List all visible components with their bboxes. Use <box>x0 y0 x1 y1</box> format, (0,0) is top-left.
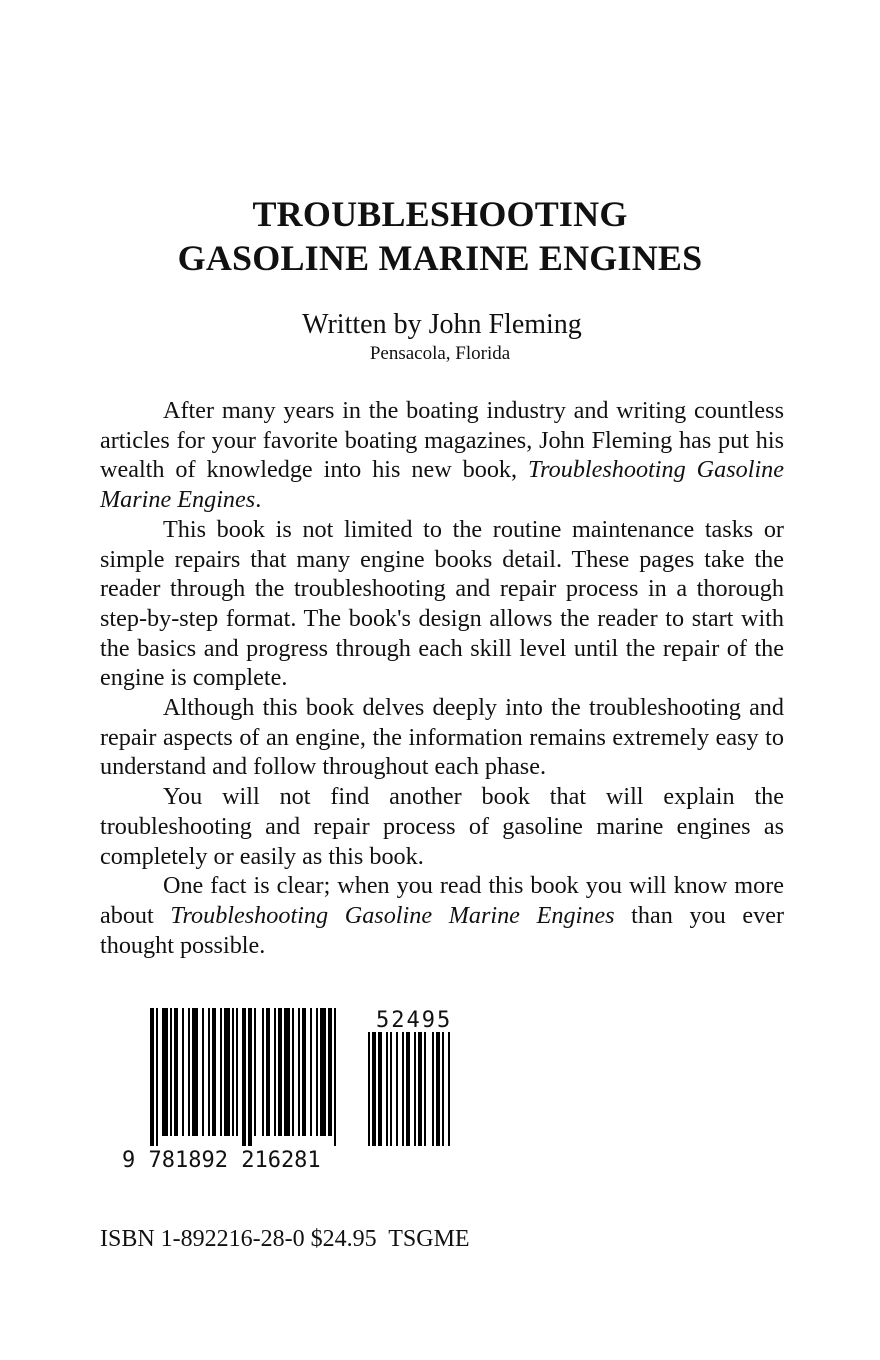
paragraph-5-end: than you ever thought possible. <box>100 901 784 959</box>
paragraph-5-book-title: Troubleshooting Gasoline Marine Engines <box>170 901 615 929</box>
paragraph-1-text: After many years in the boating industry and writing countless articles for your favorite boating magazines, John Fleming has put his wealth of knowledge into his new book, <box>100 397 784 484</box>
title-line-2: GASOLINE MARINE ENGINES <box>177 238 703 278</box>
paragraph-5-text: One fact is clear; when you read this book you will know more about <box>100 872 784 929</box>
paragraph-1-book-title: Troubleshooting Gasoline Marine Engines <box>100 456 784 514</box>
barcode <box>122 1008 482 1188</box>
paragraph-5 <box>100 871 784 960</box>
paragraph-1-end: . <box>255 486 262 514</box>
isbn-price-line: ISBN 1-892216-28-0 $24.95 TSGME <box>100 1226 470 1252</box>
barcode-isbn-digits: 9 781892 216281 <box>122 1148 321 1173</box>
paragraph-2: This book is not limited to the routine maintenance tasks or simple repairs that many engine books detail. These pages take the reader through the troubleshooting and repair process in a thorough step-by-step format. The book's design allows the reader to start with the basics and progress through each skill level until the repair of the engine is complete. <box>100 515 784 692</box>
title-line-1: TROUBLESHOOTING <box>252 194 628 234</box>
book-title <box>0 192 880 280</box>
author-location: Pensacola, Florida <box>369 343 511 364</box>
barcode-price-code: 52495 <box>376 1008 453 1033</box>
book-description <box>100 396 784 960</box>
paragraph-4: You will not find another book that will explain the troubleshooting and repair process of gasoline marine engines as completely or easily as this book. <box>100 783 784 870</box>
paragraph-1 <box>100 396 784 515</box>
paragraph-3: Although this book delves deeply into the troubleshooting and repair aspects of an engine, the information remains extremely easy to understand and follow throughout each phase. <box>100 694 784 781</box>
author-byline: Written by John Fleming <box>302 309 582 340</box>
